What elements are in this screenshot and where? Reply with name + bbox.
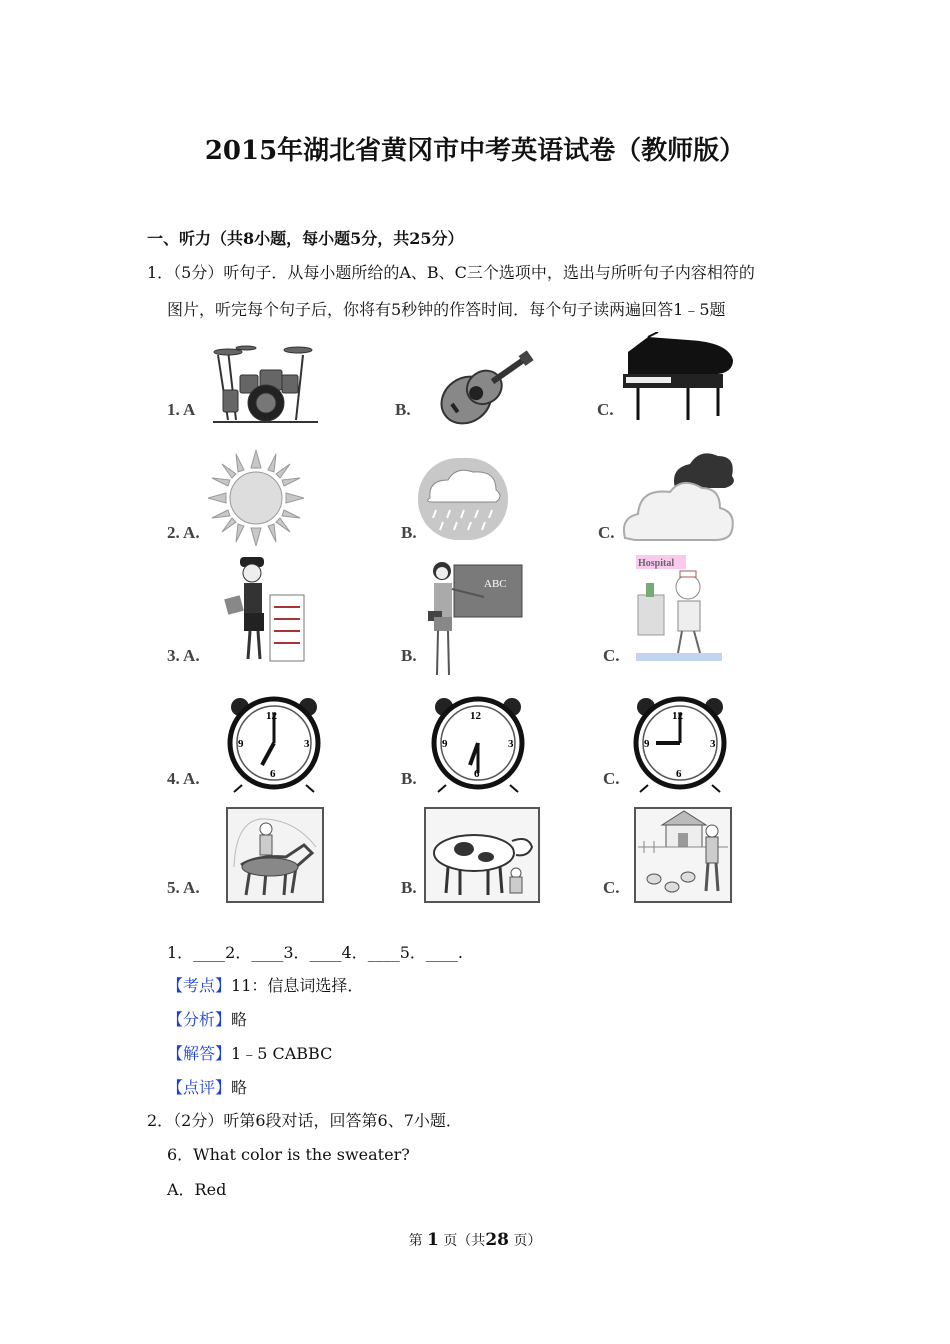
option-label-1c: C. [597, 400, 614, 419]
question-2-stem: 2．（2分）听第6段对话，回答第6、7小题． [147, 1111, 462, 1130]
svg-text:12: 12 [266, 710, 277, 722]
option-label-4b: B. [401, 769, 417, 788]
option-label-3a: 3. A. [167, 646, 200, 665]
svg-text:12: 12 [470, 710, 481, 722]
clock-9-00-picture [626, 693, 734, 793]
jieda-text: 1﹣5 CABBC [231, 1044, 333, 1063]
option-label-5b: B. [401, 878, 417, 897]
kaodian-row [167, 973, 363, 996]
svg-text:12: 12 [672, 710, 683, 722]
clock-6-30-picture [424, 693, 532, 793]
cow-picture [424, 807, 540, 903]
svg-text:6: 6 [474, 768, 480, 780]
dianping-row [167, 1075, 247, 1098]
kaodian-text: 11：信息词选择． [231, 976, 364, 995]
option-label-5c: C. [603, 878, 620, 897]
question-1-line-2: 图片，听完每个句子后，你将有5秒钟的作答时间．每个句子读两遍回答1﹣5题 [167, 300, 726, 319]
rain-picture [418, 458, 508, 540]
sun-picture [208, 450, 304, 546]
cloudy-picture [620, 448, 738, 544]
guitar-picture [420, 335, 538, 430]
option-a-text: A．Red [167, 1180, 227, 1199]
option-label-1a: 1. A [167, 400, 196, 419]
fenxi-text: 略 [231, 1010, 248, 1029]
teacher-picture [424, 557, 524, 677]
option-label-3b: B. [401, 646, 417, 665]
policewoman-picture [222, 555, 306, 667]
svg-text:9: 9 [238, 738, 244, 750]
question-6-text: 6．What color is the sweater? [167, 1145, 410, 1164]
footer-post: 页） [513, 1233, 542, 1249]
option-label-4c: C. [603, 769, 620, 788]
kaodian-tag: 【考点】 [167, 976, 232, 995]
piano-picture [618, 332, 738, 424]
jieda-tag: 【解答】 [167, 1044, 232, 1063]
jieda-row [167, 1041, 332, 1064]
dianping-tag: 【点评】 [167, 1078, 232, 1097]
board-text: ABC [484, 578, 507, 590]
fenxi-row [167, 1007, 247, 1030]
dianping-text: 略 [231, 1078, 248, 1097]
drum-kit-picture [208, 340, 323, 425]
horse-riding-picture [226, 807, 324, 903]
footer-total-pages: 28 [485, 1230, 509, 1250]
page-footer [0, 1230, 950, 1250]
option-label-2c: C. [598, 523, 615, 542]
option-label-2b: B. [401, 523, 417, 542]
option-label-1b: B. [395, 400, 411, 419]
clock-7-00-picture [220, 693, 328, 793]
answer-blanks: 1．____2．____3．____4．____5．____. [167, 943, 463, 962]
farm-picture [634, 807, 732, 903]
svg-text:3: 3 [304, 738, 310, 750]
option-label-5a: 5. A. [167, 878, 200, 897]
svg-text:9: 9 [644, 738, 650, 750]
footer-mid: 页（共 [443, 1233, 486, 1249]
nurse-picture [636, 555, 724, 665]
option-label-3c: C. [603, 646, 620, 665]
hospital-sign-text: Hospital [638, 558, 675, 569]
svg-text:6: 6 [676, 768, 682, 780]
option-label-2a: 2. A. [167, 523, 200, 542]
svg-text:3: 3 [710, 738, 716, 750]
section-heading: 一、听力（共8小题，每小题5分，共25分） [147, 229, 464, 248]
page-title: 2015年湖北省黄冈市中考英语试卷（教师版） [204, 136, 746, 166]
question-1-line-1: 1．（5分）听句子．从每小题所给的A、B、C三个选项中，选出与所听句子内容相符的 [147, 263, 755, 282]
footer-page-number: 1 [427, 1230, 439, 1250]
option-label-4a: 4. A. [167, 769, 200, 788]
svg-text:3: 3 [508, 738, 514, 750]
svg-text:9: 9 [442, 738, 448, 750]
fenxi-tag: 【分析】 [167, 1010, 232, 1029]
footer-pre: 第 [408, 1233, 423, 1249]
svg-text:6: 6 [270, 768, 276, 780]
